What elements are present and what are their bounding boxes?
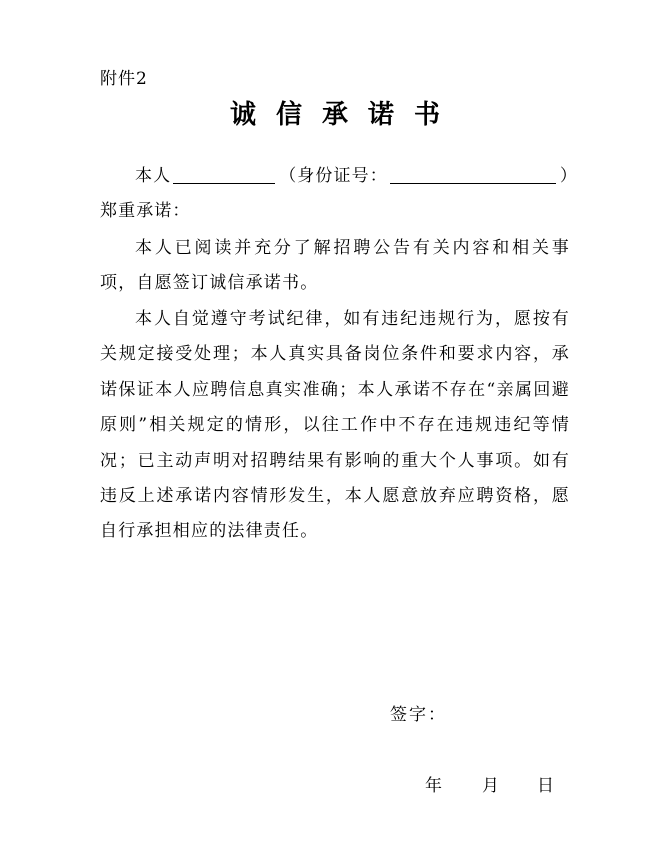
attachment-label: 附件2 <box>100 69 148 89</box>
date-month-label: 月 <box>482 776 499 796</box>
signature-label: 签字： <box>390 705 447 725</box>
document-title: 诚信承诺书 <box>229 100 460 130</box>
name-blank-field[interactable] <box>173 167 275 184</box>
date-line <box>425 775 554 797</box>
self-label: 本人 <box>135 166 172 186</box>
id-number-label: （身份证号： <box>279 166 388 186</box>
date-year-label: 年 <box>425 776 442 796</box>
pledge-line: 郑重承诺： <box>100 201 191 221</box>
id-number-blank-field[interactable] <box>390 167 556 184</box>
paragraph-commitment: 本人自觉遵守考试纪律，如有违纪违规行为，愿按有关规定接受处理；本人真实具备岗位条件和要求内容，承诺保证本人应聘信息真实准确；本人承诺不存在“亲属回避原则”相关规定的情形，以往工作中不存在违规违纪等情况；已主动声明对招聘结果有影响的重大个人事项。如有违反上述承诺内容情形发生，本人愿意放弃应聘资格，愿自行承担相应的法律责任。 <box>100 309 570 542</box>
date-day-label: 日 <box>537 776 554 796</box>
identity-line <box>100 165 578 187</box>
paragraph-read-terms: 本人已阅读并充分了解招聘公告有关内容和相关事项，自愿签订诚信承诺书。 <box>100 238 570 294</box>
id-number-close: ） <box>559 166 578 186</box>
